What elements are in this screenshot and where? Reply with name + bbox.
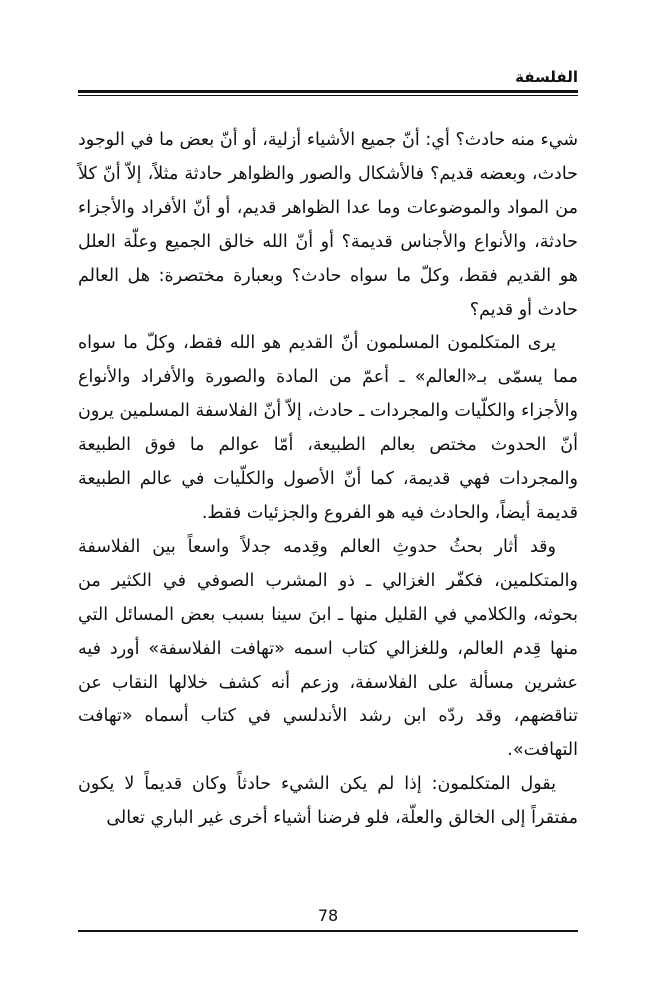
running-title: الفلسفة	[515, 68, 578, 86]
header-rule-thick	[78, 90, 578, 93]
body-text	[78, 124, 578, 836]
paragraph-3: وقد أثار بحثُ حدوثِ العالم وقِدمه جدلاً واسعاً بين الفلاسفة والمتكلمين، فكفّر الغزالي ـ ذو المشرب الصوفي في الكثير من بحوثه، والكلامي في القليل منها ـ ابنَ سينا بسبب بعض المسائل التي منها قِدم العالم، وللغزالي كتاب اسمه «تهافت الفلاسفة» أورد فيه عشرين مسألة على الفلاسفة، وزعم أنه كشف خلالها النقاب عن تناقضهم، وقد ردّه ابن رشد الأندلسي في كتاب أسماه «تهافت التهافت».	[78, 536, 578, 761]
paragraph-4: يقول المتكلمون: إذا لم يكن الشيء حادثاً وكان قديماً لا يكون مفتقراً إلى الخالق والعلّة، فلو فرضنا أشياء أخرى غير الباري تعالى	[78, 774, 578, 829]
header-rule-thin	[78, 95, 578, 96]
paragraph-2: يرى المتكلمون المسلمون أنّ القديم هو الله فقط، وكلّ ما سواه مما يسمّى بـ«العالم» ـ أعمّ من المادة والصورة والأفراد والأنواع والأجزاء والكلّيات والمجردات ـ حادث، إلاّ أنّ الفلاسفة المسلمين يرون أنّ الحدوث مختص بعالم الطبيعة، أمّا عوالم ما فوق الطبيعة والمجردات فهي قديمة، كما أنّ الأصول والكلّيات في عالم الطبيعة قديمة أيضاً، والحادث فيه هو الفروع والجزئيات فقط.	[78, 333, 578, 523]
page-header	[78, 68, 578, 98]
page-footer	[78, 906, 578, 946]
page-number: 78	[317, 906, 339, 925]
paragraph-1: شيء منه حادث؟ أي: أنّ جميع الأشياء أزلية، أو أنّ بعض ما في الوجود حادث، وبعضه قديم؟ فالأشكال والصور والظواهر حادثة مثلاً، إلاّ أنّ كلاً من المواد والموضوعات وما عدا الظواهر قديم، أو أنّ الأفراد والأجزاء حادثة، والأنواع والأجناس قديمة؟ أو أنّ الله خالق الجميع وعلّة العلل هو القديم فقط، وكلّ ما سواه حادث؟ وبعبارة مختصرة: هل العالم حادث أو قديم؟	[78, 130, 578, 320]
footer-rule	[78, 930, 578, 932]
